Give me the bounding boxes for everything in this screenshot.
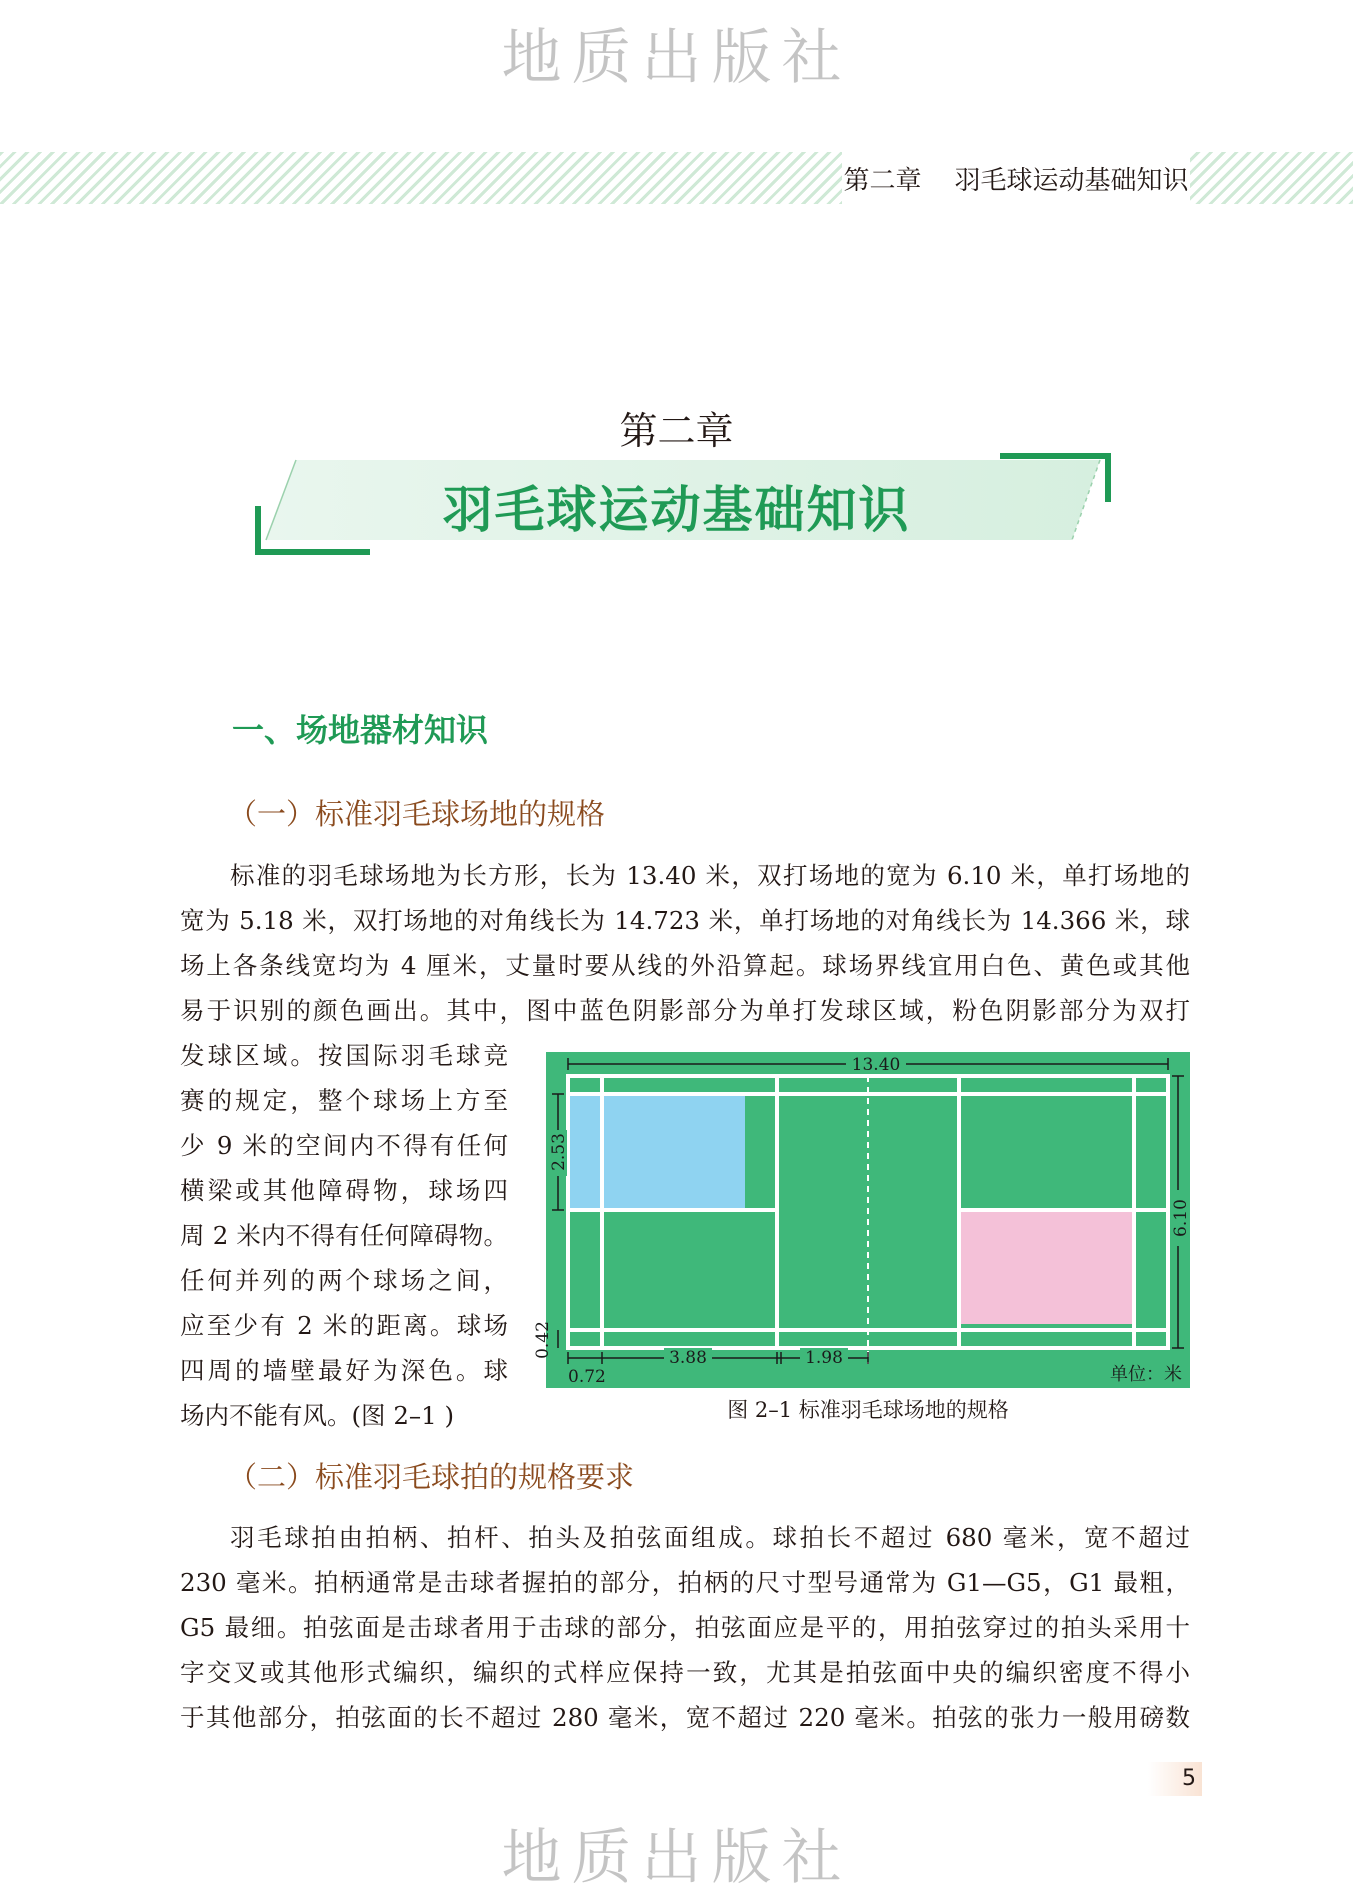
- unit-label: 单位：米: [1110, 1364, 1182, 1385]
- publisher-watermark-bottom: 地质出版社: [501, 1823, 852, 1893]
- text-line: 易于识别的颜色画出。其中，图中蓝色阴影部分为单打发球区域，粉色阴影部分为双打: [180, 996, 1190, 1025]
- running-header: 第二章 羽毛球运动基础知识: [842, 152, 1190, 204]
- text-line: 发球区域。按国际羽毛球竞: [180, 1041, 508, 1070]
- court-paragraph-wrap: [180, 1033, 508, 1438]
- chapter-number: 第二章: [619, 409, 734, 453]
- doubles-service-area: [958, 1212, 1135, 1324]
- subsection-heading-court: （一）标准羽毛球场地的规格: [228, 797, 606, 831]
- racket-paragraph: [180, 1515, 1190, 1740]
- dim-service-half-width-label: 2.53: [549, 1133, 569, 1171]
- singles-service-area: [570, 1094, 745, 1208]
- text-line: 四周的墙壁最好为深色。球: [180, 1356, 508, 1385]
- text-line: 应至少有 2 米的距离。球场: [180, 1311, 508, 1340]
- text-line: 场上各条线宽均为 4 厘米，丈量时要从线的外沿算起。球场界线宜用白色、黄色或其他: [180, 951, 1190, 980]
- text-line: 于其他部分，拍弦面的长不超过 280 毫米，宽不超过 220 毫米。拍弦的张力一般用磅数: [180, 1703, 1190, 1732]
- dim-side-gap-label: 0.72: [568, 1367, 606, 1387]
- text-line: 横梁或其他障碍物，球场四: [180, 1176, 508, 1205]
- text-line: 少 9 米的空间内不得有任何: [180, 1131, 508, 1160]
- text-line: 周 2 米内不得有任何障碍物。: [180, 1221, 508, 1250]
- badminton-court-diagram: [533, 1052, 1191, 1388]
- text-line: 赛的规定，整个球场上方至: [180, 1086, 508, 1115]
- subsection-heading-racket: （二）标准羽毛球拍的规格要求: [228, 1460, 635, 1494]
- text-line: 字交叉或其他形式编织，编织的式样应保持一致，尤其是拍弦面中央的编织密度不得小: [180, 1658, 1190, 1687]
- dim-width-label: 6.10: [1171, 1199, 1191, 1237]
- dim-back-gap-label: 0.42: [533, 1321, 553, 1359]
- dim-service-depth-label: 3.88: [669, 1348, 707, 1368]
- text-line: 场内不能有风。(图 2–1 ): [180, 1401, 455, 1430]
- chapter-title: 羽毛球运动基础知识: [442, 481, 911, 539]
- text-line: 羽毛球拍由拍柄、拍杆、拍头及拍弦面组成。球拍长不超过 680 毫米，宽不超过: [230, 1523, 1190, 1552]
- figure-caption: 图 2–1 标准羽毛球场地的规格: [727, 1398, 1009, 1422]
- text-line: 230 毫米。拍柄通常是击球者握拍的部分，拍柄的尺寸型号通常为 G1—G5，G1 最粗，: [180, 1568, 1190, 1597]
- text-line: 宽为 5.18 米，双打场地的对角线长为 14.723 米，单打场地的对角线长为 14.366 米，球: [180, 906, 1190, 935]
- text-line: 标准的羽毛球场地为长方形，长为 13.40 米，双打场地的宽为 6.10 米，单打场地的: [230, 861, 1190, 890]
- text-line: 任何并列的两个球场之间，: [180, 1266, 508, 1295]
- dim-short-service-label: 1.98: [805, 1348, 843, 1368]
- publisher-watermark-top: 地质出版社: [501, 23, 852, 93]
- text-line: G5 最细。拍弦面是击球者用于击球的部分，拍弦面应是平的，用拍弦穿过的拍头采用十: [180, 1613, 1190, 1642]
- page-number: 5: [1148, 1762, 1202, 1796]
- dim-length-label: 13.40: [851, 1055, 901, 1075]
- section-heading: 一、场地器材知识: [232, 711, 489, 749]
- court-paragraph-full: [180, 853, 1190, 1033]
